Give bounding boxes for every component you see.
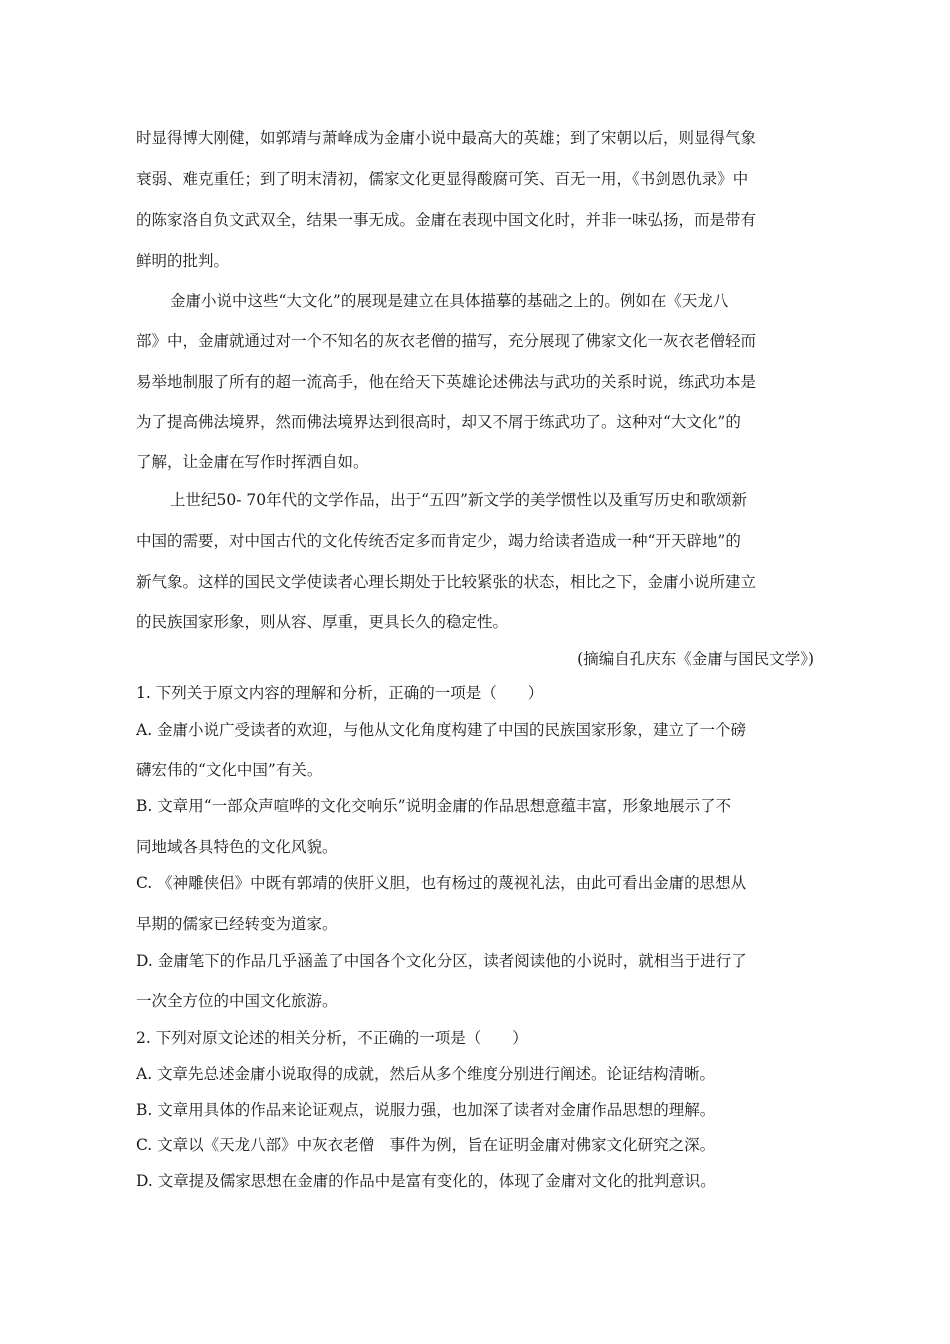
q2-option-b: B. 文章用具体的作品来论证观点，说服力强，也加深了读者对金庸作品思想的理解。	[136, 1101, 716, 1119]
source-citation: (摘编自孔庆东《金庸与国民文学》)	[577, 650, 814, 668]
q2-option-c: C. 文章以《天龙八部》中灰衣老僧 事件为例，旨在证明金庸对佛家文化研究之深。	[136, 1136, 716, 1154]
passage-line: 金庸小说中这些“大文化”的展现是建立在具体描摹的基础之上的。例如在《天龙八	[170, 292, 729, 310]
passage-line: 中国的需要，对中国古代的文化传统否定多而肯定少，竭力给读者造成一种“开天辟地”的	[136, 532, 741, 550]
passage-line: 的陈家洛自负文武双全，结果一事无成。金庸在表现中国文化时，并非一味弘扬，而是带有	[136, 211, 757, 229]
passage-line: 衰弱、难克重任；到了明末清初，儒家文化更显得酸腐可笑、百无一用，《书剑恩仇录》中	[136, 170, 749, 188]
passage-line: 鲜明的批判。	[136, 252, 230, 270]
question-2-stem: 2. 下列对原文论述的相关分析，不正确的一项是（ ）	[136, 1029, 528, 1047]
passage-line: 的民族国家形象，则从容、厚重，更具长久的稳定性。	[136, 613, 509, 631]
q1-option-b-cont: 同地域各具特色的文化风貌。	[136, 838, 338, 856]
q1-option-c-cont: 早期的儒家已经转变为道家。	[136, 915, 338, 933]
q1-option-a-cont: 礴宏伟的“文化中国”有关。	[136, 761, 323, 779]
q2-option-d: D. 文章提及儒家思想在金庸的作品中是富有变化的，体现了金庸对文化的批判意识。	[136, 1172, 716, 1190]
passage-line: 上世纪50- 70年代的文学作品，出于“五四”新文学的美学惯性以及重写历史和歌颂新	[170, 491, 747, 509]
question-1-stem: 1. 下列关于原文内容的理解和分析，正确的一项是（ ）	[136, 684, 544, 702]
q1-option-b: B. 文章用“一部众声喧哗的文化交响乐”说明金庸的作品思想意蕴丰富，形象地展示了不	[136, 797, 732, 815]
q1-option-d: D. 金庸笔下的作品几乎涵盖了中国各个文化分区，读者阅读他的小说时，就相当于进行了	[136, 952, 747, 970]
passage-line: 部》中，金庸就通过对一个不知名的灰衣老僧的描写，充分展现了佛家文化一灰衣老僧轻而	[136, 332, 757, 350]
passage-line: 了解，让金庸在写作时挥洒自如。	[136, 453, 369, 471]
passage-line: 新气象。这样的国民文学使读者心理长期处于比较紧张的状态，相比之下，金庸小说所建立	[136, 573, 757, 591]
q1-option-a: A. 金庸小说广受读者的欢迎，与他从文化角度构建了中国的民族国家形象，建立了一个磅	[136, 721, 747, 739]
passage-line: 为了提高佛法境界，然而佛法境界达到很高时，却又不屑于练武功了。这种对“大文化”的	[136, 413, 741, 431]
q1-option-d-cont: 一次全方位的中国文化旅游。	[136, 992, 338, 1010]
passage-line: 易举地制服了所有的超一流高手，他在给天下英雄论述佛法与武功的关系时说，练武功本是	[136, 373, 757, 391]
q2-option-a: A. 文章先总述金庸小说取得的成就，然后从多个维度分别进行阐述。论证结构清晰。	[136, 1065, 716, 1083]
passage-line: 时显得博大刚健，如郭靖与萧峰成为金庸小说中最高大的英雄；到了宋朝以后，则显得气象	[136, 129, 757, 147]
q1-option-c: C. 《神雕侠侣》中既有郭靖的侠肝义胆，也有杨过的蔑视礼法，由此可看出金庸的思想从	[136, 874, 747, 892]
